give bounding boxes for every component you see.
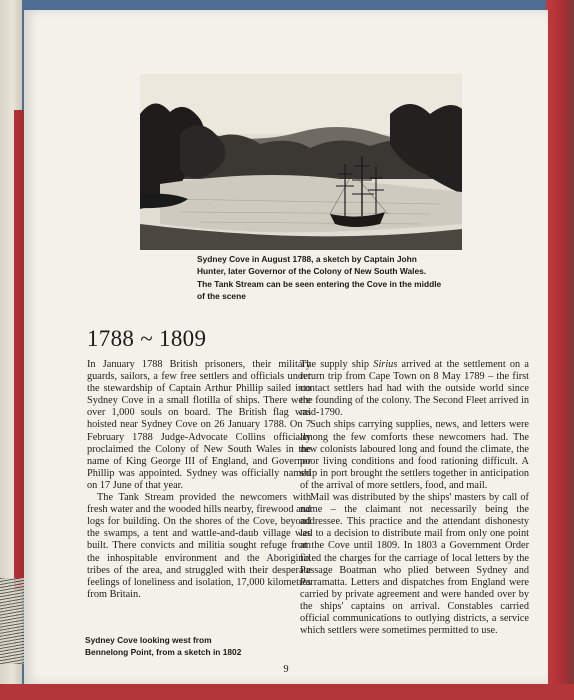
left-text-column [87,359,311,601]
top-image-caption: Sydney Cove in August 1788, a sketch by Captain John Hunter, later Governor of the Colony of New South Wales. The Tank Stream can be seen entering the Cove in the middle of the scene [197,254,442,302]
paragraph: In January 1788 British prisoners, their military guards, sailors, a few free settlers and officials under the stewardship of Captain Arthur Phillip sailed into Sydney Cove in a small flotilla of ships. There were over 1,000 souls on board. The British flag was hoisted near Sydney Cove on 26 January 1788. On 7 February 1788 Judge-Advocate Collins officially proclaimed the Colony of New South Wales in the name of King George III of England, and Governor Phillip was appointed. Sydney was officially named on 17 June of that year. [87,359,311,491]
bottom-image-caption: Sydney Cove looking west from Bennelong Point, from a sketch in 1802 [85,635,242,658]
section-heading: 1788 ~ 1809 [87,326,207,351]
book-page [24,10,548,684]
text-run: The supply ship [300,359,374,370]
paragraph [300,359,529,419]
facing-page-red-edge [14,110,24,590]
text-run: arrived at the settlement on a return trip from Cape Town on 8 May 1789 – the first contact settlers had had with the outside world since the founding of the colony. The Second Fleet arrived in mid-1790. [300,359,529,419]
ship-name: Sirius [373,359,398,370]
facing-page-sketch-fragment [0,578,24,664]
book-cover-edge [546,0,574,700]
sydney-cove-1788-sketch [140,74,462,250]
right-text-column [300,359,529,637]
paragraph: Mail was distributed by the ships' masters by call of name – the claimant not necessarily being the addressee. This practice and the attendant dishonesty led to a decision to distribute mail from only one point at the Cove until 1809. In 1803 a Government Order fixed the charges for the carriage of local letters by the Passage Boatman who plied between Sydney and Parramatta. Letters and dispatches from England were carried by private agreement and were handed over by the ships' captains on arrival. Constables carried official communications to outlying districts, a service which settlers were sometimes permitted to use. [300,492,529,637]
paragraph: The Tank Stream provided the newcomers with fresh water and the wooded hills nearby, firewood and logs for building. On the shores of the Cove, beyond the swamps, a tent and wattle-and-daub village was built. There convicts and militia sought refuge from the inhospitable environment and the Aboriginal tribes of the area, and struggled with their desperate feelings of loneliness and isolation, 17,000 kilometres from Britain. [87,492,311,600]
engraving-image [140,74,462,250]
book-bottom-edge [0,684,574,700]
paragraph: Such ships carrying supplies, news, and letters were among the few comforts these newcomers had. The new colonists laboured long and found the climate, the poor living conditions and food rationing difficult. A ship in port brought the settlers together in anticipation of the arrival of more settlers, food, and mail. [300,419,529,491]
page-number: 9 [283,664,289,675]
